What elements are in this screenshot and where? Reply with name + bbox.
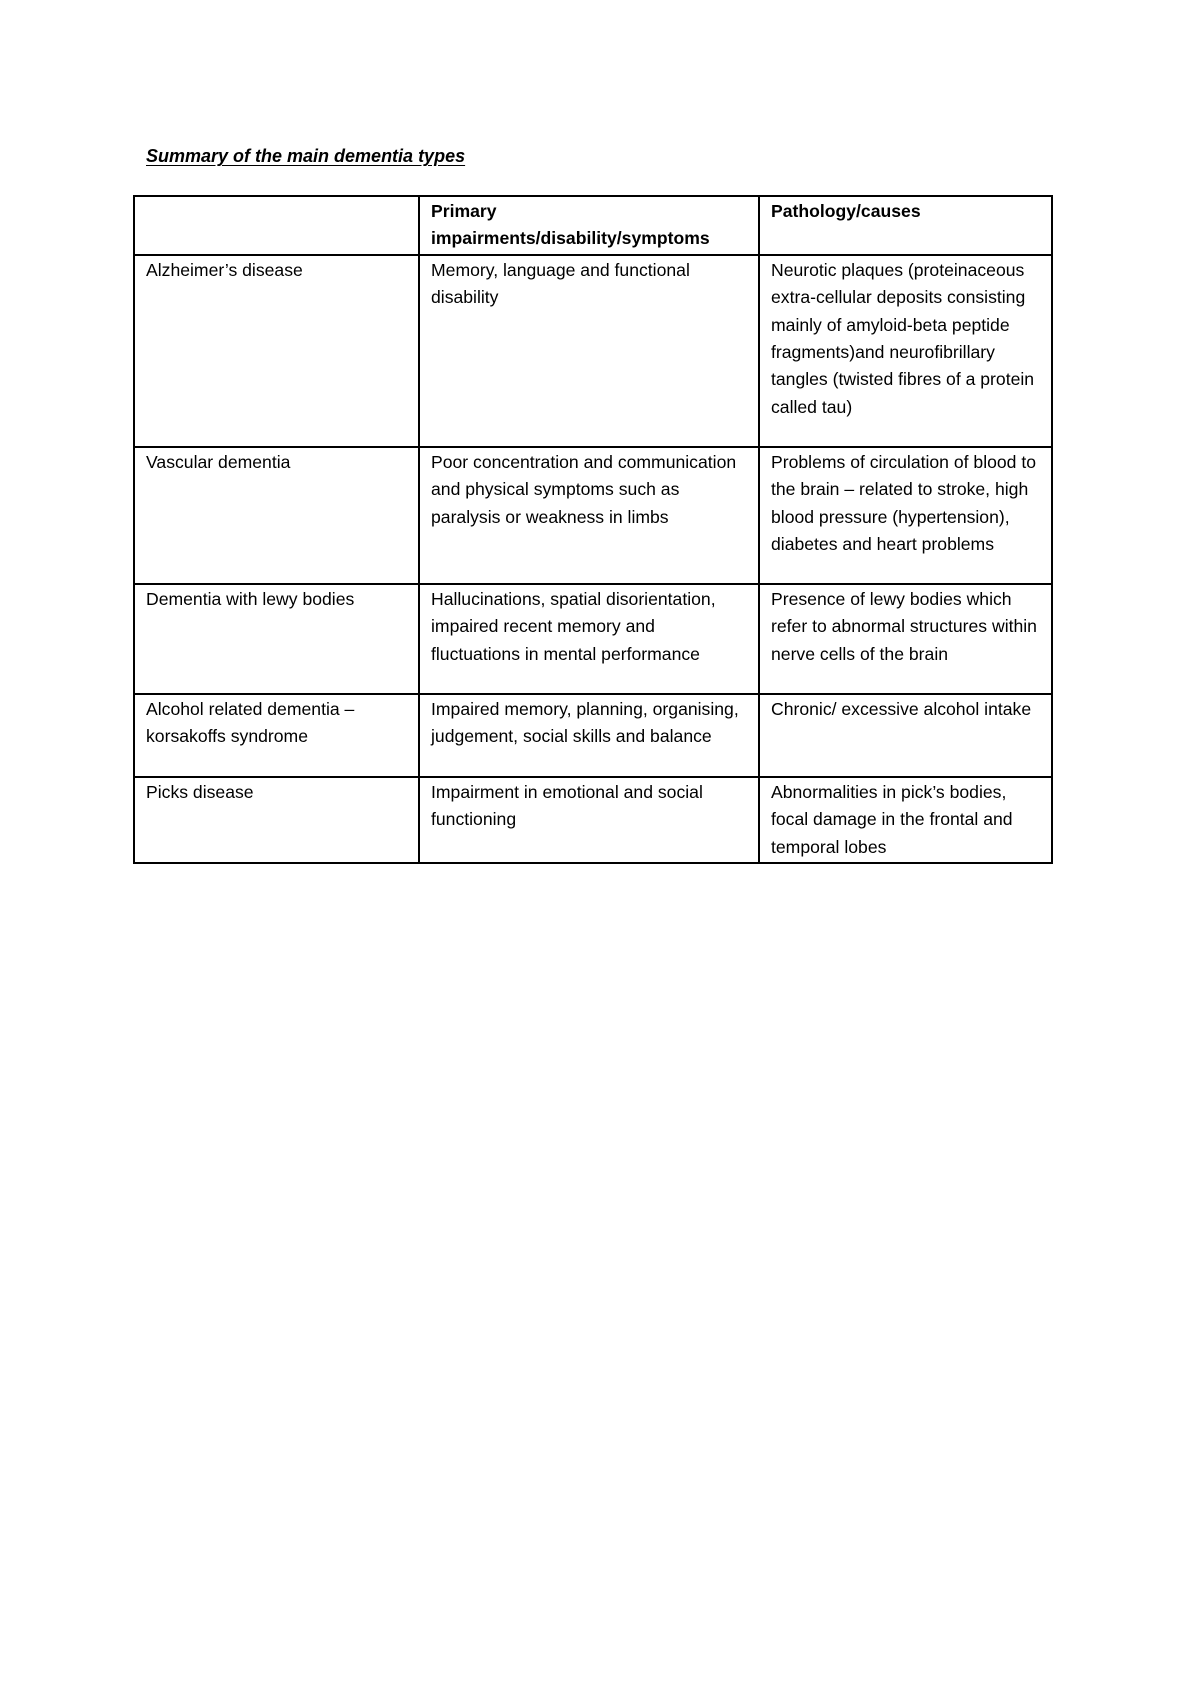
table-row xyxy=(134,584,1052,694)
causes-cell: Abnormalities in pick’s bodies, focal damage in the frontal and temporal lobes xyxy=(759,777,1052,863)
symptoms-cell: Hallucinations, spatial disorientation, impaired recent memory and fluctuations in mental performance xyxy=(419,584,759,694)
table-header-row xyxy=(134,196,1052,255)
causes-cell: Problems of circulation of blood to the brain – related to stroke, high blood pressure (hypertension), diabetes and heart problems xyxy=(759,447,1052,584)
symptoms-cell: Memory, language and functional disability xyxy=(419,255,759,447)
document-title: Summary of the main dementia types xyxy=(146,146,466,166)
dementia-type-cell: Alcohol related dementia – korsakoffs syndrome xyxy=(134,694,419,777)
dementia-type-cell: Alzheimer’s disease xyxy=(134,255,419,447)
table-row xyxy=(134,255,1052,447)
causes-cell: Chronic/ excessive alcohol intake xyxy=(759,694,1052,777)
table-row xyxy=(134,777,1052,863)
table-row xyxy=(134,447,1052,584)
header-cell-symptoms: Primary impairments/disability/symptoms xyxy=(419,196,759,255)
header-cell-causes: Pathology/causes xyxy=(759,196,1052,255)
symptoms-cell: Impaired memory, planning, organising, judgement, social skills and balance xyxy=(419,694,759,777)
dementia-summary-table xyxy=(133,195,1053,864)
dementia-type-cell: Dementia with lewy bodies xyxy=(134,584,419,694)
table-row xyxy=(134,694,1052,777)
symptoms-cell: Poor concentration and communication and physical symptoms such as paralysis or weakness in limbs xyxy=(419,447,759,584)
causes-cell: Presence of lewy bodies which refer to abnormal structures within nerve cells of the brain xyxy=(759,584,1052,694)
header-cell-empty xyxy=(134,196,419,255)
causes-cell: Neurotic plaques (proteinaceous extra-cellular deposits consisting mainly of amyloid-beta peptide fragments)and neurofibrillary tangles (twisted fibres of a protein called tau) xyxy=(759,255,1052,447)
dementia-type-cell: Picks disease xyxy=(134,777,419,863)
dementia-type-cell: Vascular dementia xyxy=(134,447,419,584)
symptoms-cell: Impairment in emotional and social functioning xyxy=(419,777,759,863)
